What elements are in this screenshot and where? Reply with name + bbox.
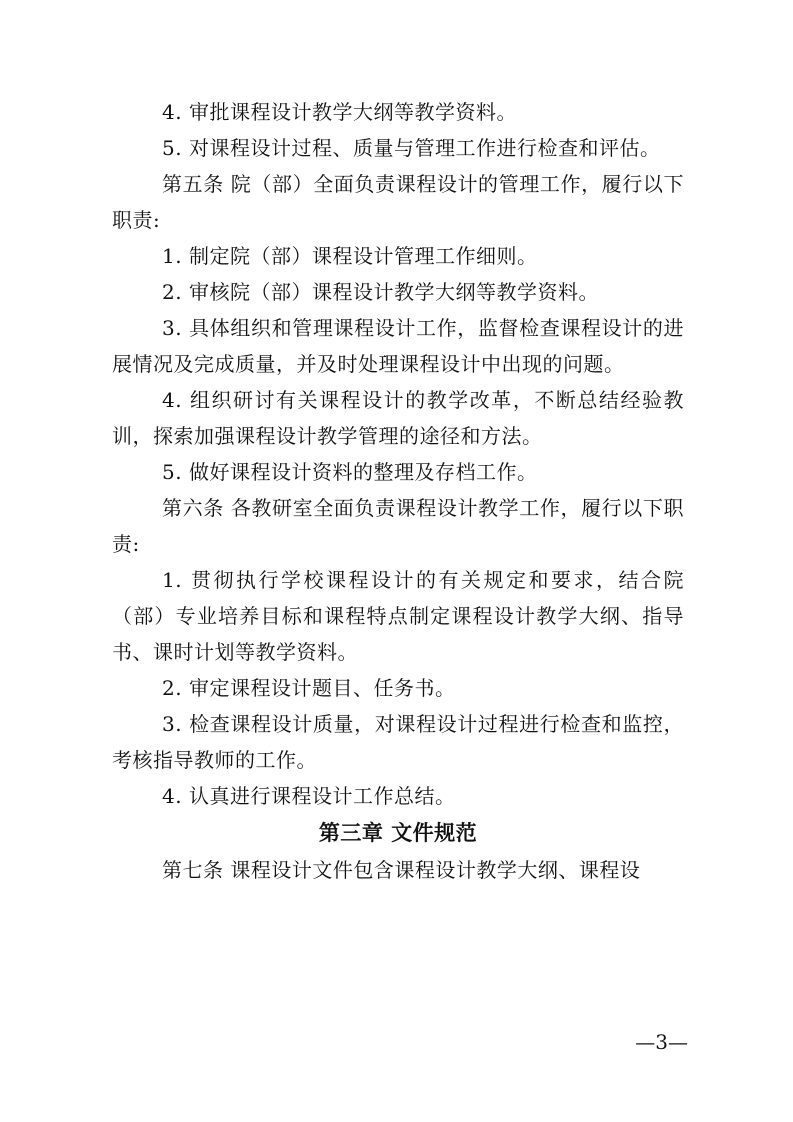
paragraph: 2. 审定课程设计题目、任务书。 — [162, 676, 456, 700]
paragraph: 3. 检查课程设计质量，对课程设计过程进行检查和监控，考核指导教师的工作。 — [112, 712, 684, 772]
paragraph: 1. 制定院（部）课程设计管理工作细则。 — [162, 244, 538, 268]
page-number: —3— — [635, 1030, 688, 1054]
paragraph: 2. 审核院（部）课程设计教学大纲等教学资料。 — [162, 280, 599, 304]
article-paragraph: 第五条 院（部）全面负责课程设计的管理工作，履行以下职责: — [112, 172, 684, 232]
paragraph: 3. 具体组织和管理课程设计工作，监督检查课程设计的进展情况及完成质量，并及时处理课程设计中出现的问题。 — [112, 316, 684, 376]
article-paragraph: 第七条 课程设计文件包含课程设计教学大纲、课程设 — [162, 858, 641, 882]
document-body — [112, 94, 684, 888]
chapter-heading: 第三章 文件规范 — [318, 821, 478, 845]
paragraph: 5. 对课程设计过程、质量与管理工作进行检查和评估。 — [162, 136, 661, 160]
paragraph: 5. 做好课程设计资料的整理及存档工作。 — [162, 460, 538, 484]
paragraph: 4. 认真进行课程设计工作总结。 — [162, 784, 456, 808]
paragraph: 4. 审批课程设计教学大纲等教学资料。 — [162, 100, 517, 124]
article-paragraph: 第六条 各教研室全面负责课程设计教学工作，履行以下职责: — [112, 496, 684, 556]
paragraph: 4. 组织研讨有关课程设计的教学改革，不断总结经验教训，探索加强课程设计教学管理的途径和方法。 — [112, 388, 684, 448]
paragraph: 1. 贯彻执行学校课程设计的有关规定和要求，结合院（部）专业培养目标和课程特点制定课程设计教学大纲、指导书、课时计划等教学资料。 — [112, 568, 684, 664]
